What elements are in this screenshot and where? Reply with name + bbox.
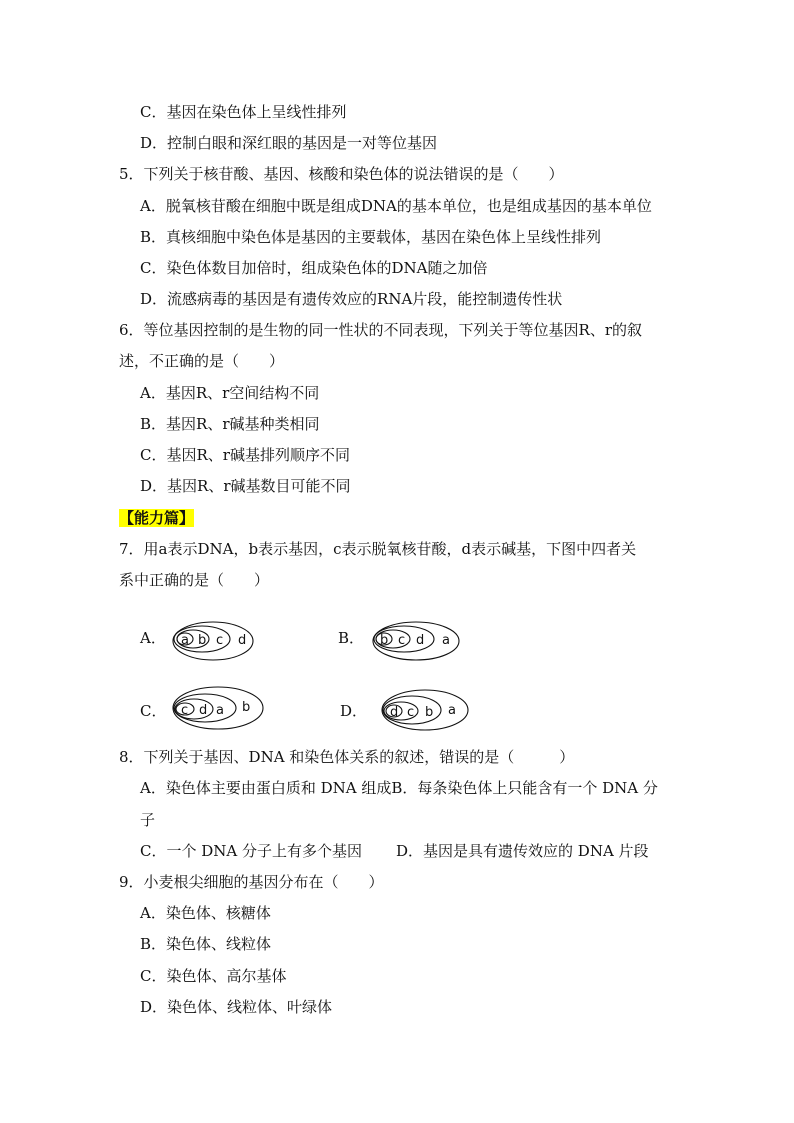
question-9-option-d: D．染色体、线粒体、叶绿体 [140, 998, 333, 1016]
figure-option-c-diagram [172, 686, 264, 734]
question-6-option-d: D．基因R、r碱基数目可能不同 [140, 477, 351, 495]
letter-b: b [242, 700, 251, 715]
question-8-option-ab: A．染色体主要由蛋白质和 DNA 组成B．每条染色体上只能含有一个 DNA 分 [140, 779, 658, 797]
question-6-stem: 6．等位基因控制的是生物的同一性状的不同表现，下列关于等位基因R、r的叙 [119, 321, 643, 339]
question-6-stem-cont: 述，不正确的是（ ） [119, 352, 285, 370]
figure-option-c-label: C． [140, 702, 167, 720]
question-8-option-c: C．一个 DNA 分子上有多个基因 [140, 842, 362, 860]
question-8-option-d: D．基因是具有遗传效应的 DNA 片段 [396, 842, 649, 860]
figure-option-d-diagram [381, 688, 471, 734]
question-5-option-c: C．染色体数目加倍时，组成染色体的DNA随之加倍 [140, 259, 488, 277]
question-5-option-b: B．真核细胞中染色体是基因的主要载体，基因在染色体上呈线性排列 [140, 228, 602, 246]
question-9-option-c: C．染色体、高尔基体 [140, 967, 287, 985]
letter-c: c [181, 703, 189, 718]
letter-d: d [390, 705, 399, 720]
figure-option-a-diagram [172, 620, 260, 664]
question-5-option-d: D．流感病毒的基因是有遗传效应的RNA片段，能控制遗传性状 [140, 290, 563, 308]
question-8-option-ab-cont: 子 [140, 811, 156, 829]
letter-a: a [442, 633, 450, 648]
figure-option-a-label: A． [140, 629, 166, 647]
letter-d: d [199, 703, 208, 718]
question-7-stem-cont: 系中正确的是（ ） [119, 571, 270, 589]
section-heading-ability [119, 508, 194, 528]
letter-a: a [216, 703, 224, 718]
question-8-stem: 8．下列关于基因、DNA 和染色体关系的叙述，错误的是（ ） [119, 748, 575, 766]
letter-a: a [448, 703, 456, 718]
letter-a: a [181, 633, 189, 648]
letter-d: d [416, 633, 425, 648]
letter-b: b [380, 633, 389, 648]
figure-option-b-diagram [372, 620, 462, 664]
question-9-stem: 9．小麦根尖细胞的基因分布在（ ） [119, 873, 384, 891]
section-heading-text: 【能力篇】 [119, 509, 195, 527]
letter-c: c [407, 705, 415, 720]
question-7-stem: 7．用a表示DNA，b表示基因，c表示脱氧核苷酸，d表示碱基，下图中四者关 [119, 540, 637, 558]
figure-option-b-label: B． [338, 629, 365, 647]
question-5-stem: 5．下列关于核苷酸、基因、核酸和染色体的说法错误的是（ ） [119, 165, 564, 183]
question-6-option-a: A．基因R、r空间结构不同 [140, 384, 320, 402]
question-6-option-b: B．基因R、r碱基种类相同 [140, 415, 320, 433]
question-9-option-a: A．染色体、核糖体 [140, 904, 271, 922]
letter-c: c [216, 633, 224, 648]
question-5-option-a: A．脱氧核苷酸在细胞中既是组成DNA的基本单位，也是组成基因的基本单位 [140, 197, 652, 215]
letter-d: d [238, 633, 247, 648]
letter-b: b [425, 705, 434, 720]
line-opt-d-prev: D．控制白眼和深红眼的基因是一对等位基因 [140, 134, 438, 152]
question-6-option-c: C．基因R、r碱基排列顺序不同 [140, 446, 350, 464]
letter-c: c [398, 633, 406, 648]
line-opt-c-prev: C．基因在染色体上呈线性排列 [140, 103, 347, 121]
letter-b: b [198, 633, 207, 648]
figure-option-d-label: D． [340, 702, 368, 720]
question-9-option-b: B．染色体、线粒体 [140, 935, 272, 953]
